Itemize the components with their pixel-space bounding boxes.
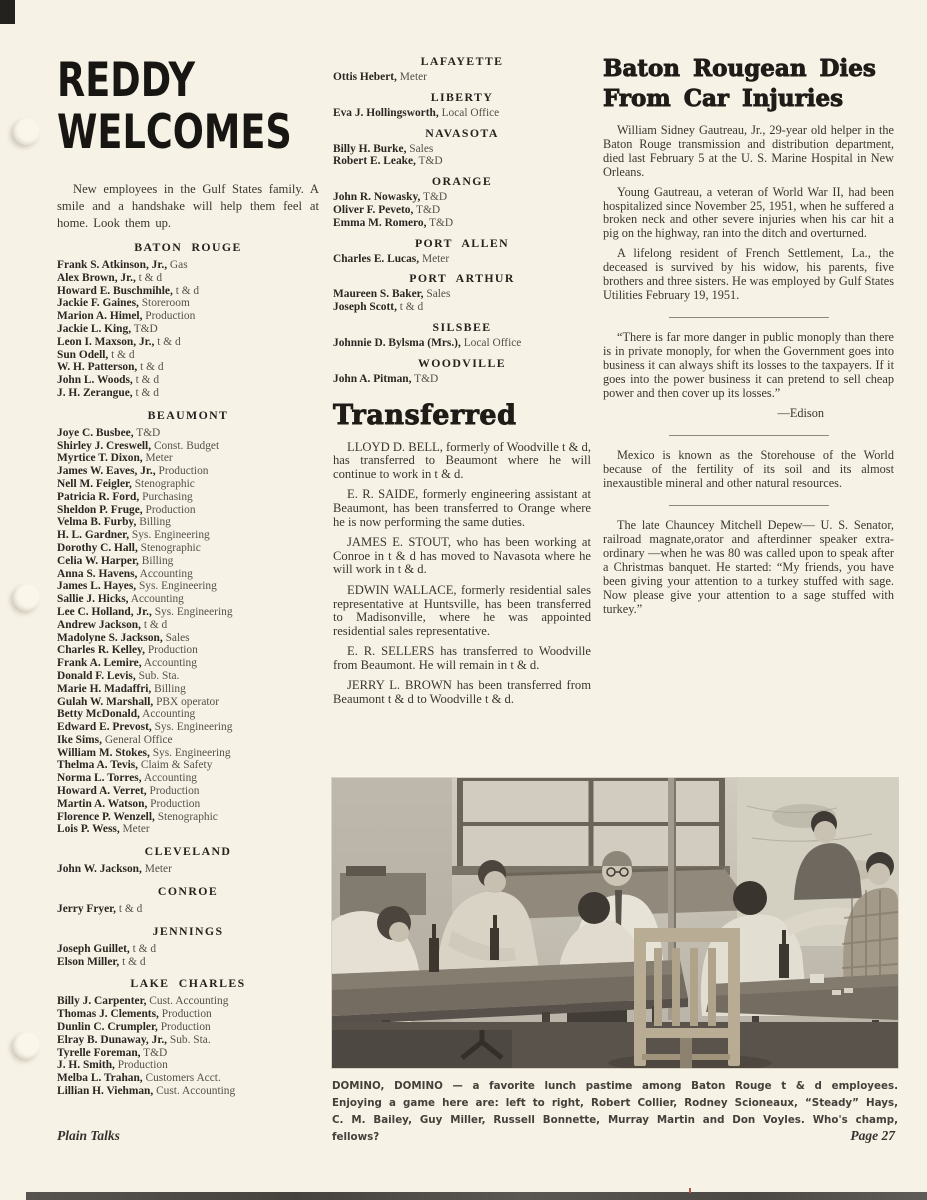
city-group [333,54,591,84]
employee-entry [57,657,319,670]
employee-dept: Customers Acct. [145,1072,221,1085]
employee-name: Marion A. Himel, [57,310,143,323]
employee-dept: Storeroom [141,297,190,310]
employee-name: John A. Pitman, [333,372,412,385]
employee-name: Robert E. Leake, [333,155,416,168]
employee-dept: Stenographic [140,541,201,554]
employee-dept: t & d [399,301,424,314]
employee-name: Edward E. Prevost, [57,721,152,734]
employee-name: Ike Sims, [57,733,102,746]
employee-entry [57,943,319,956]
left-city-groups [57,240,319,1098]
depew-anecdote-paragraph: The late Chauncey Mitchell Depew— U. S. Senator, railroad magnate,orator and afterdinner speaker extra-ordinary —when he was 80 was called upon to speak after a Christmas banquet. He started: “My friends, you have been giving your attention to a turkey stuffed with sage. Now please give your attention to a sage stuffed with turkey.” [603,518,894,616]
employee-entry [333,107,591,120]
transferred-paragraph: LLOYD D. BELL, formerly of Woodville t & d, has transferred to Beaumont where he will continue to work in t & d. [333,439,591,481]
transferred-paragraphs [333,441,591,707]
city-header: LAFAYETTE [420,54,504,68]
employee-name: J. H. Zerangue, [57,386,133,399]
employee-name: Celia W. Harper, [57,554,139,567]
employee-dept: PBX operator [156,695,220,708]
employee-dept: Sales [165,631,190,644]
employee-name: Velma B. Furby, [57,516,137,529]
employee-entry [57,542,319,555]
employee-name: Howard E. Buschmihle, [57,284,173,297]
employee-dept: Meter [399,71,427,83]
employee-entry [57,310,319,323]
employee-name: Elray B. Dunaway, Jr., [57,1033,168,1046]
employee-name: Emma M. Romero, [333,216,427,229]
employee-name: Florence P. Wenzell, [57,810,155,823]
employee-entry [333,337,591,350]
city-group [333,174,591,229]
city-header: LIBERTY [430,89,494,104]
employee-dept: Sys. Engineering [138,580,217,593]
employee-dept: Claim & Safety [140,759,213,772]
employee-name: Maureen S. Baker, [333,288,424,301]
employee-entry [57,863,319,876]
employee-dept: T&D [423,191,448,204]
employee-list [57,943,319,969]
employee-name: Shirley J. Creswell, [57,439,152,452]
employee-dept: Sales [409,142,434,155]
employee-name: Oliver F. Peveto, [333,203,414,216]
reddy-welcomes-section [57,55,319,1098]
employee-name: Melba L. Trahan, [57,1072,143,1085]
employee-name: Sun Odell, [57,348,109,361]
punch-hole [13,118,40,145]
employee-dept: Meter [122,823,150,836]
employee-dept: Meter [144,863,172,876]
obituary-title-line-1: Baton Rougean Dies [603,55,876,82]
employee-entry [57,823,319,836]
employee-list [57,903,319,916]
employee-list [57,427,319,837]
employee-entry [57,734,319,747]
obituary-paragraph: William Sidney Gautreau, Jr., 29-year old helper in the Baton Rouge transmission and distribution department, died last February 5 at the U. S. Marine Hospital in New Orleans. [603,123,894,179]
section-divider [669,505,829,506]
employee-name: Charles E. Lucas, [333,252,420,265]
employee-entry [57,1047,319,1060]
employee-entry [57,349,319,362]
employee-entry [57,606,319,619]
employee-dept: Meter [145,452,173,465]
employee-name: Joseph Guillet, [57,942,130,955]
employee-dept: Production [161,1008,212,1021]
employee-name: Elson Miller, [57,955,120,968]
employee-entry [57,1072,319,1085]
employee-list [57,863,319,876]
employee-dept: Local Office [463,336,522,349]
employee-entry [57,323,319,336]
employee-dept: Cust. Accounting [156,1085,236,1098]
employee-entry [57,285,319,298]
employee-list [333,373,591,386]
employee-dept: T&D [418,155,443,168]
city-header: BATON ROUGE [134,240,242,254]
employee-name: Andrew Jackson, [57,618,141,631]
employee-entry [57,516,319,529]
employee-entry [57,272,319,285]
employee-name: John L. Woods, [57,374,133,387]
employee-dept: Cust. Accounting [149,995,229,1008]
employee-dept: t & d [135,374,160,387]
transferred-title: Transferred [333,399,517,431]
transferred-paragraph: JERRY L. BROWN has been transferred from Beaumont t & d to Woodville t & d. [333,678,591,707]
employee-entry [57,1059,319,1072]
employee-name: W. H. Patterson, [57,361,138,374]
employee-name: John R. Nowasky, [333,191,421,204]
employee-dept: Sub. Sta. [169,1033,211,1046]
city-group [333,271,591,314]
obituary-paragraph: Young Gautreau, a veteran of World War II, had been hospitalized since November 25, 1951, when he suffered a broken neck and other severe injuries when his car hit a pig on the highway, ran into the ditch and overturned. [603,184,894,241]
employee-dept: Sys. Engineering [131,529,210,542]
obituary-column [603,48,894,622]
employee-dept: t & d [118,903,143,916]
employee-entry [57,632,319,645]
employee-entry [57,297,319,310]
employee-entry [333,217,591,230]
city-header: PORT ARTHUR [409,271,515,286]
employee-name: Dorothy C. Hall, [57,541,138,554]
employee-entry [57,811,319,824]
transferred-paragraph: JAMES E. STOUT, who has been working at Conroe in t & d has moved to Navasota where he will work in t & d. [333,535,591,577]
city-group [333,320,591,350]
employee-entry [57,759,319,772]
city-header: CLEVELAND [144,844,232,859]
employee-entry [57,259,319,272]
employee-dept: Billing [154,682,186,695]
employee-dept: Accounting [139,567,193,580]
employee-entry [57,644,319,657]
employee-name: H. L. Gardner, [57,529,130,542]
employee-entry [57,387,319,400]
employee-dept: T&D [429,216,454,229]
punch-hole [13,584,40,611]
employee-name: Leon I. Maxson, Jr., [57,335,155,348]
city-header: LAKE CHARLES [130,976,246,991]
employee-dept: Accounting [143,772,197,785]
employee-dept: Billing [139,516,171,529]
employee-dept: Billing [141,554,174,567]
employee-name: Dunlin C. Crumpler, [57,1021,158,1034]
employee-dept: Sys. Engineering [154,721,233,734]
employee-name: William M. Stokes, [57,746,150,759]
employee-name: Nell M. Feigler, [57,477,132,490]
city-group [57,884,319,916]
employee-list [333,143,591,169]
scan-corner-mark [0,0,15,24]
employee-dept: Production [160,1021,211,1034]
employee-entry [57,593,319,606]
employee-entry [57,1085,319,1098]
employee-name: Alex Brown, Jr., [57,271,136,284]
employee-entry [333,204,591,217]
employee-dept: t & d [135,386,159,399]
edison-quote: “There is far more danger in public monoply than there is in private monoply, for when the Government goes into business it can always shift its losses to the taxpayers. If it goes into the power business it can pretend to sell cheap power and then cover up its losses.” [603,329,894,400]
domino-game-photo [332,778,898,1068]
employee-list [57,995,319,1097]
employee-entry [57,1034,319,1047]
employee-name: Howard A. Verret, [57,785,147,798]
headline-line-2: WELCOMES [57,105,292,160]
employee-dept: Stenographic [157,810,218,823]
employee-name: Betty McDonald, [57,708,140,721]
employee-entry [57,798,319,811]
headline-line-1: REDDY [57,53,196,108]
employee-name: Madolyne S. Jackson, [57,631,163,644]
employee-list [333,288,591,314]
middle-column [333,48,591,714]
employee-dept: Meter [421,252,450,265]
employee-entry [57,580,319,593]
employee-entry [333,143,591,156]
employee-name: Anna S. Havens, [57,567,138,580]
employee-name: Marie H. Madaffri, [57,682,152,695]
employee-entry [57,361,319,374]
employee-name: Sheldon P. Fruge, [57,503,143,516]
middle-city-groups [333,54,591,386]
employee-dept: Accounting [130,593,184,606]
city-header: SILSBEE [432,319,492,334]
employee-entry [57,619,319,632]
employee-dept: Accounting [142,708,196,721]
employee-dept: Production [158,465,209,478]
employee-dept: Purchasing [142,490,193,503]
employee-entry [57,995,319,1008]
employee-name: Ottis Hebert, [333,71,397,83]
employee-dept: t & d [140,361,164,374]
employee-dept: T&D [414,372,439,385]
employee-name: Gulah W. Marshall, [57,695,154,708]
obituary-title [603,54,894,114]
employee-entry [57,1021,319,1034]
employee-name: Lois P. Wess, [57,823,120,836]
employee-name: James L. Hayes, [57,580,137,593]
employee-name: Thelma A. Tevis, [57,759,139,772]
reddy-welcomes-headline [57,55,319,159]
employee-list [333,71,591,84]
city-group [57,240,319,400]
employee-entry [57,336,319,349]
employee-name: Joye C. Busbee, [57,426,134,439]
mexico-filler-paragraph: Mexico is known as the Storehouse of the World because of the fertility of its soil and its almost inexaustible mineral and other natural resources. [603,448,894,491]
employee-list [57,259,319,400]
city-group [333,236,591,266]
employee-name: Patricia R. Ford, [57,490,140,503]
employee-entry [333,301,591,314]
footer-page-number: Page 27 [850,1128,895,1143]
employee-name: Myrtice T. Dixon, [57,452,143,465]
city-group [57,408,319,837]
city-header: WOODVILLE [418,355,506,370]
employee-entry [57,491,319,504]
section-divider [669,317,829,318]
employee-entry [333,155,591,168]
scan-ink-speck [689,1188,691,1193]
employee-dept: t & d [157,335,181,348]
employee-entry [57,465,319,478]
employee-dept: Sub. Sta. [138,669,180,682]
employee-dept: General Office [104,733,173,746]
employee-dept: Production [145,310,196,323]
transferred-paragraph: E. R. SELLERS has transferred to Woodville from Beaumont. He will remain in t & d. [333,644,591,672]
employee-entry [57,478,319,491]
employee-dept: Sales [426,288,451,301]
employee-name: Joseph Scott, [333,301,397,314]
employee-name: Tyrelle Foreman, [57,1046,141,1059]
employee-list [333,191,591,229]
employee-name: Charles R. Kelley, [57,644,145,657]
employee-name: Eva J. Hollingsworth, [333,106,439,119]
employee-dept: Local Office [441,106,500,119]
obituary-paragraph: A lifelong resident of French Settlement, La., the deceased is survived by his widow, his parents, five brothers and three sisters. He was employed by Gulf States Utilities February 19, 1951. [603,246,894,302]
employee-entry [333,373,591,386]
city-group [333,356,591,386]
employee-dept: Production [147,644,198,657]
employee-dept: Gas [169,259,188,271]
employee-dept: t & d [143,618,168,631]
employee-name: Lillian H. Viehman, [57,1085,154,1098]
employee-dept: Production [117,1059,168,1072]
employee-name: Jerry Fryer, [57,903,117,916]
employee-dept: t & d [138,271,163,284]
employee-name: J. H. Smith, [57,1059,115,1072]
employee-name: James W. Eaves, Jr., [57,465,156,478]
employee-dept: Const. Budget [153,439,220,452]
city-group [333,126,591,169]
employee-entry [57,956,319,969]
employee-name: Norma L. Torres, [57,772,142,785]
city-group [57,976,319,1097]
employee-name: John W. Jackson, [57,863,142,876]
transferred-paragraph: E. R. SAIDE, formerly engineering assistant at Beaumont, has been transferred to Orange where he is now performing the same duties. [333,487,591,529]
employee-name: Sallie J. Hicks, [57,593,129,606]
obituary-title-line-2: From Car Injuries [603,85,844,112]
footer-publication-title: Plain Talks [57,1128,120,1143]
employee-entry [57,440,319,453]
employee-dept: t & d [175,284,200,297]
employee-entry [57,747,319,760]
employee-entry [57,427,319,440]
employee-list [333,253,591,266]
employee-name: Johnnie D. Bylsma (Mrs.), [333,336,461,349]
employee-dept: T&D [133,322,158,335]
punch-hole [13,1032,40,1059]
employee-entry [333,253,591,266]
employee-name: Frank S. Atkinson, Jr., [57,259,168,271]
employee-dept: Production [145,503,196,516]
employee-entry [57,555,319,568]
transferred-paragraph: EDWIN WALLACE, formerly residential sales representative at Huntsville, has been transferred to Madisonville, where he was appointed residential sales representative. [333,582,591,638]
section-divider [669,435,829,436]
city-header: ORANGE [431,174,493,189]
employee-name: Martin A. Watson, [57,797,148,810]
obituary-paragraphs [603,124,894,303]
city-header: PORT ALLEN [414,235,510,250]
employee-name: Jackie F. Gaines, [57,297,139,310]
employee-dept: t & d [111,348,135,361]
scan-bottom-edge [26,1192,927,1200]
employee-entry [57,568,319,581]
city-group [57,924,319,969]
employee-dept: T&D [416,203,441,216]
employee-entry [57,785,319,798]
employee-entry [57,504,319,517]
employee-name: Donald F. Levis, [57,669,136,682]
employee-name: Billy J. Carpenter, [57,995,147,1008]
employee-name: Jackie L. King, [57,322,132,335]
employee-dept: Stenographic [134,477,195,490]
city-header: NAVASOTA [425,125,499,140]
city-header: CONROE [157,884,219,899]
employee-entry [57,529,319,542]
employee-dept: T&D [143,1046,168,1059]
domino-game-photo-illustration [332,778,898,1068]
employee-list [333,337,591,350]
employee-entry [57,721,319,734]
employee-entry [57,374,319,387]
city-group [333,90,591,120]
employee-entry [333,71,591,84]
employee-name: Lee C. Holland, Jr., [57,605,152,618]
employee-entry [57,708,319,721]
quote-attribution: —Edison [777,406,824,421]
employee-entry [57,1008,319,1021]
intro-paragraph: New employees in the Gulf States family. A smile and a handshake will help them feel at home. Look them up. [57,182,319,230]
employee-dept: Accounting [143,657,197,670]
employee-entry [57,452,319,465]
employee-dept: Production [149,785,200,798]
employee-name: Billy H. Burke, [333,142,407,155]
employee-entry [333,191,591,204]
employee-dept: t & d [122,955,146,968]
employee-entry [57,772,319,785]
employee-list [333,107,591,120]
city-header: JENNINGS [152,923,224,938]
employee-entry [57,903,319,916]
employee-dept: Production [150,797,201,810]
employee-entry [57,683,319,696]
employee-dept: T&D [136,426,161,439]
photo-caption: DOMINO, DOMINO — a favorite lunch pastime among Baton Rouge t & d employees. Enjoying a game here are: left to right, Robert Collier, Rodney Scioneaux, “Steady” Hays, C. M. Bailey, Guy Miller, Russell Bonnette, Murray Martin and Don Voyles. Who's champ, fellows? [332,1080,898,1143]
employee-dept: Sys. Engineering [154,605,233,618]
employee-dept: t & d [132,942,157,955]
employee-entry [57,696,319,709]
employee-name: Frank A. Lemire, [57,657,142,670]
employee-entry [57,670,319,683]
city-header: BEAUMONT [147,407,229,422]
city-group [57,844,319,876]
employee-dept: Sys. Engineering [152,746,231,759]
employee-name: Thomas J. Clements, [57,1008,159,1021]
employee-entry [333,288,591,301]
